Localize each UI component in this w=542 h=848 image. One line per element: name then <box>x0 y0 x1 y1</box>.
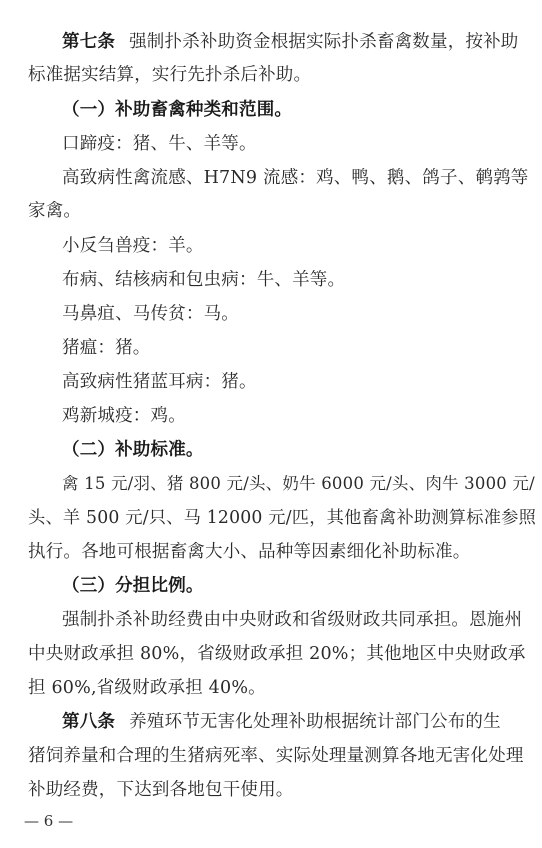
article8-label: 第八条 <box>62 712 116 732</box>
section3-title: （三）分担比例。 <box>62 576 204 596</box>
section1-item: 鸡新城疫：鸡。 <box>62 406 186 426</box>
section1-item: 高致病性禽流感、H7N9 流感：鸡、鸭、鹅、鸽子、鹌鹑等 <box>62 168 529 188</box>
section1-item: 口蹄疫：猪、牛、羊等。 <box>62 134 257 154</box>
section1-item: 高致病性猪蓝耳病：猪。 <box>62 372 257 392</box>
section2-line: 头、羊 500 元/只、马 12000 元/匹，其他畜禽补助测算标准参照 <box>28 508 537 528</box>
article8-line2: 猪饲养量和合理的生猪病死率、实际处理量测算各地无害化处理 <box>28 746 524 766</box>
section2-line: 执行。各地可根据畜禽大小、品种等因素细化补助标准。 <box>28 542 471 562</box>
section1-item: 家禽。 <box>28 201 82 221</box>
section1-item: 猪瘟：猪。 <box>62 338 151 358</box>
section1-item: 马鼻疽、马传贫：马。 <box>62 304 239 324</box>
section1-item: 小反刍兽疫：羊。 <box>62 236 204 256</box>
article7-line1 <box>62 30 519 54</box>
section1-item: 布病、结核病和包虫病：牛、羊等。 <box>62 270 346 290</box>
article7-line2: 标准据实结算，实行先扑杀后补助。 <box>28 65 312 85</box>
page-number: — 6 — <box>24 812 74 830</box>
section3-line: 强制扑杀补助经费由中央财政和省级财政共同承担。恩施州 <box>62 610 523 630</box>
article7-text: 强制扑杀补助资金根据实际扑杀畜禽数量，按补助 <box>129 32 519 52</box>
section1-title: （一）补助畜禽种类和范围。 <box>62 100 293 120</box>
section2-title: （二）补助标准。 <box>62 440 204 460</box>
section3-line: 中央财政承担 80%，省级财政承担 20%；其他地区中央财政承 <box>28 644 526 664</box>
article7-label: 第七条 <box>62 32 116 52</box>
section2-line: 禽 15 元/羽、猪 800 元/头、奶牛 6000 元/头、肉牛 3000 元/ <box>62 474 535 493</box>
section3-line: 担 60%,省级财政承担 40%。 <box>28 678 266 698</box>
article8-line3: 补助经费，下达到各地包干使用。 <box>28 780 294 800</box>
article8-text: 养殖环节无害化处理补助根据统计部门公布的生 <box>129 712 501 732</box>
article8-line1 <box>62 710 501 734</box>
